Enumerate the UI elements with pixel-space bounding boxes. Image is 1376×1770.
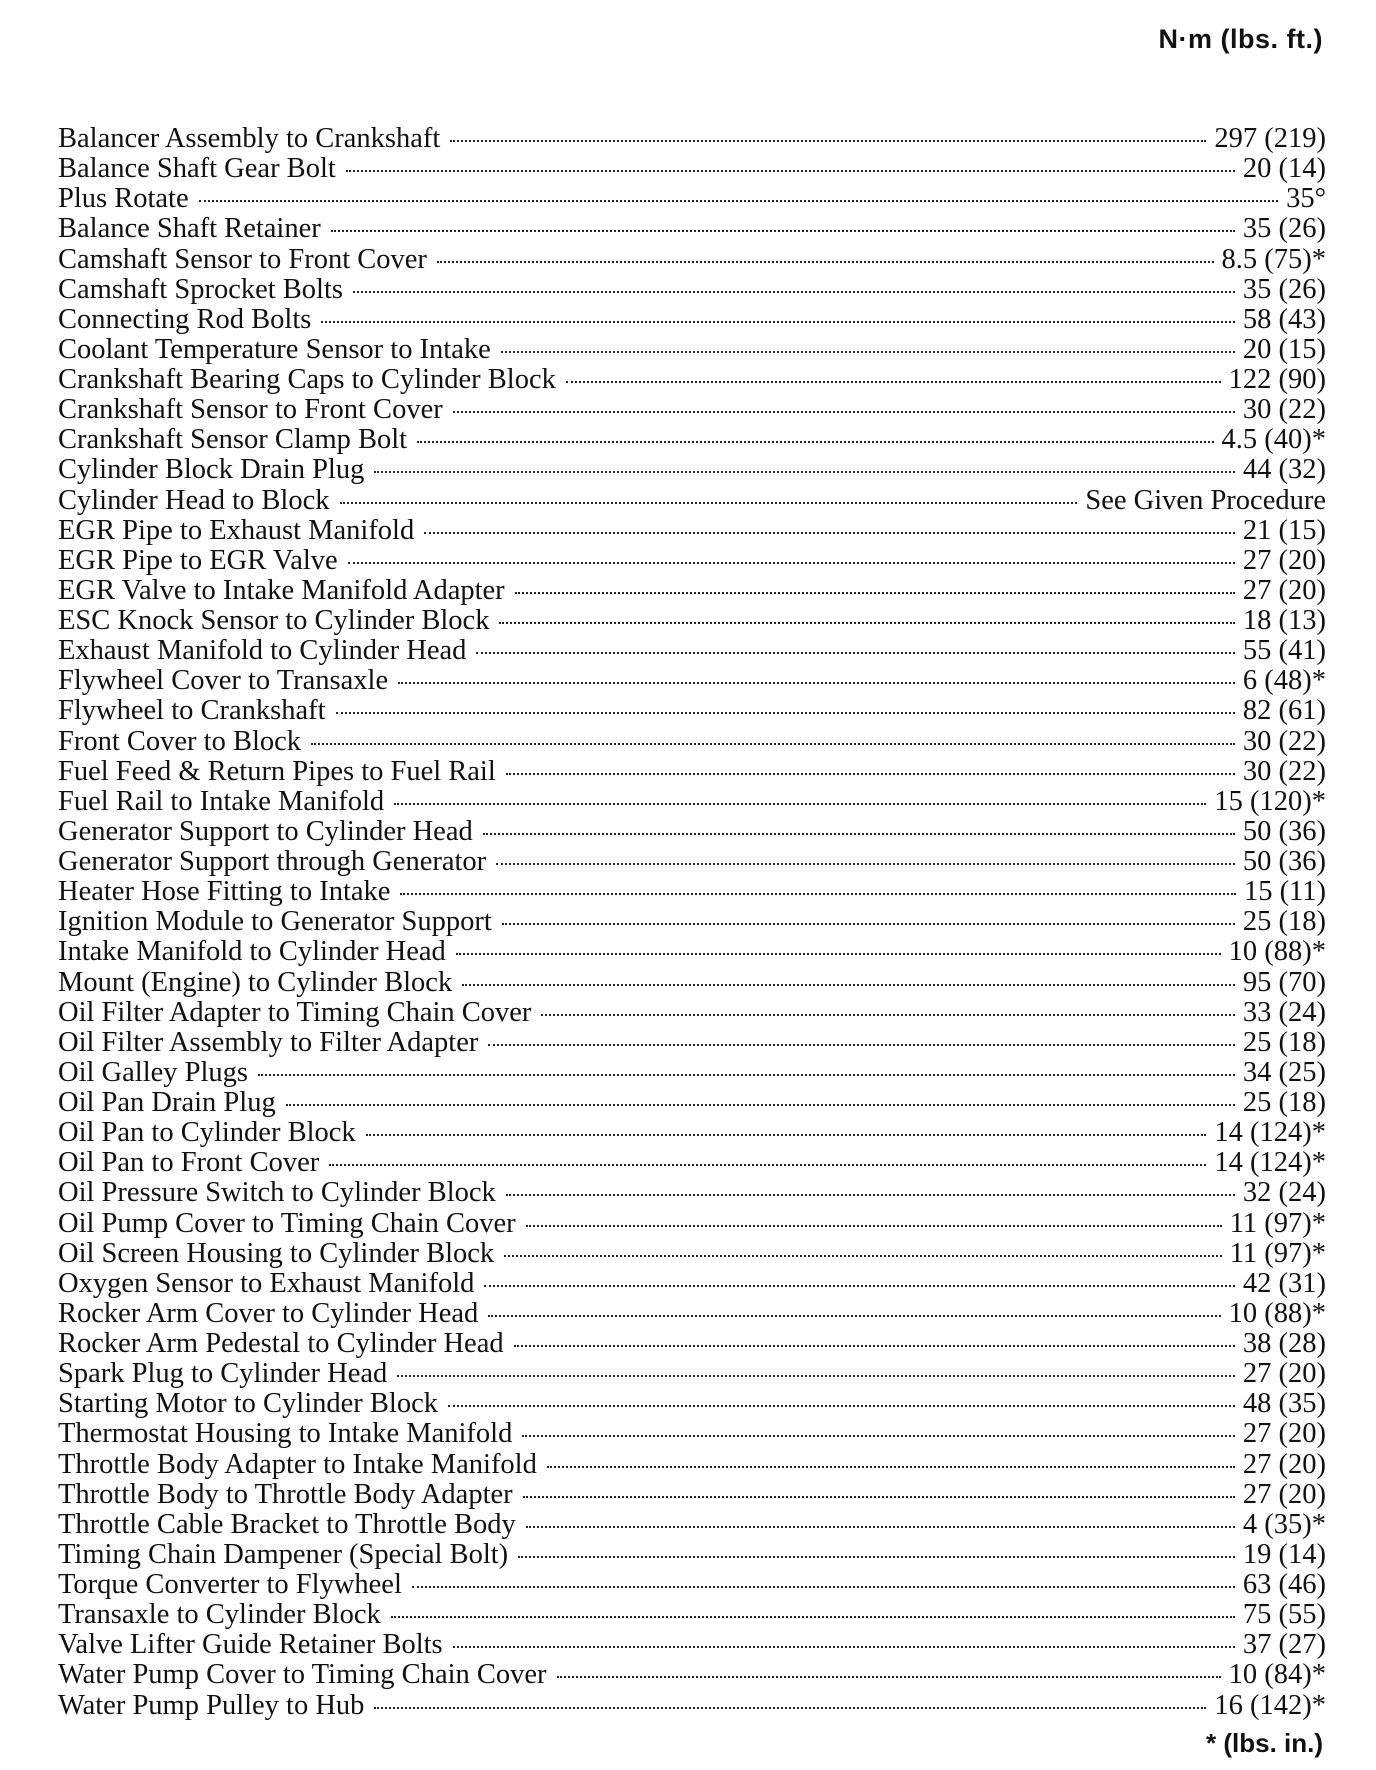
torque-value: 10 (84)* bbox=[1228, 1659, 1326, 1691]
torque-value: 8.5 (75)* bbox=[1221, 243, 1326, 275]
torque-value: 55 (41) bbox=[1242, 635, 1326, 667]
dot-leader bbox=[514, 1345, 1235, 1347]
dot-leader bbox=[412, 1586, 1235, 1588]
dot-leader bbox=[523, 1496, 1235, 1498]
fastener-label: EGR Pipe to Exhaust Manifold bbox=[58, 514, 415, 546]
dot-leader bbox=[522, 1435, 1235, 1437]
torque-value: 33 (24) bbox=[1242, 996, 1326, 1028]
dot-leader bbox=[391, 1616, 1235, 1618]
torque-value: 4.5 (40)* bbox=[1221, 424, 1326, 456]
table-row bbox=[58, 154, 1326, 184]
torque-value: 30 (22) bbox=[1242, 725, 1326, 757]
table-row bbox=[58, 636, 1326, 666]
table-row bbox=[58, 1209, 1326, 1239]
dot-leader bbox=[483, 833, 1235, 835]
fastener-label: Timing Chain Dampener (Special Bolt) bbox=[58, 1538, 509, 1570]
torque-value: 15 (11) bbox=[1243, 876, 1326, 908]
table-row bbox=[58, 757, 1326, 787]
dot-leader bbox=[336, 712, 1235, 714]
torque-value: 42 (31) bbox=[1242, 1267, 1326, 1299]
torque-value: 50 (36) bbox=[1242, 846, 1326, 877]
dot-leader bbox=[499, 622, 1234, 624]
dot-leader bbox=[541, 1014, 1234, 1016]
table-row bbox=[58, 787, 1326, 817]
table-row bbox=[58, 847, 1326, 877]
table-row bbox=[58, 727, 1326, 757]
fastener-label: Generator Support to Cylinder Head bbox=[58, 815, 473, 847]
fastener-label: Thermostat Housing to Intake Manifold bbox=[58, 1418, 513, 1450]
fastener-label: Water Pump Pulley to Hub bbox=[58, 1689, 365, 1721]
fastener-label: Plus Rotate bbox=[58, 183, 189, 215]
dot-leader bbox=[374, 471, 1235, 473]
fastener-label: Flywheel to Crankshaft bbox=[58, 695, 326, 727]
fastener-label: Rocker Arm Cover to Cylinder Head bbox=[58, 1297, 479, 1329]
dot-leader bbox=[518, 1556, 1235, 1558]
fastener-label: Valve Lifter Guide Retainer Bolts bbox=[58, 1629, 443, 1661]
torque-value: 27 (20) bbox=[1242, 574, 1326, 606]
dot-leader bbox=[398, 682, 1235, 684]
fastener-label: Oil Pan to Front Cover bbox=[58, 1147, 320, 1179]
fastener-label: Oil Pan to Cylinder Block bbox=[58, 1117, 356, 1149]
torque-value: 32 (24) bbox=[1242, 1177, 1326, 1209]
table-row bbox=[58, 1450, 1326, 1480]
torque-value: 50 (36) bbox=[1242, 815, 1326, 847]
table-row bbox=[58, 1028, 1326, 1058]
table-row bbox=[58, 425, 1326, 455]
table-row bbox=[58, 1540, 1326, 1570]
table-row bbox=[58, 1419, 1326, 1449]
torque-value: 35 (26) bbox=[1242, 213, 1326, 245]
torque-value: 95 (70) bbox=[1242, 966, 1326, 998]
dot-leader bbox=[496, 863, 1235, 865]
fastener-label: Mount (Engine) to Cylinder Block bbox=[58, 966, 453, 998]
table-row bbox=[58, 666, 1326, 696]
dot-leader bbox=[504, 1255, 1222, 1257]
dot-leader bbox=[397, 1375, 1235, 1377]
torque-value: 27 (20) bbox=[1242, 544, 1326, 576]
dot-leader bbox=[526, 1225, 1222, 1227]
table-row bbox=[58, 124, 1326, 154]
dot-leader bbox=[321, 321, 1235, 323]
fastener-label: Camshaft Sprocket Bolts bbox=[58, 273, 343, 305]
table-row bbox=[58, 1510, 1326, 1540]
torque-value: 21 (15) bbox=[1242, 514, 1326, 546]
table-row bbox=[58, 455, 1326, 485]
table-row bbox=[58, 877, 1326, 907]
table-row bbox=[58, 937, 1326, 967]
torque-value: 58 (43) bbox=[1242, 303, 1326, 335]
dot-leader bbox=[488, 1044, 1235, 1046]
dot-leader bbox=[346, 170, 1235, 172]
dot-leader bbox=[286, 1104, 1235, 1106]
dot-leader bbox=[476, 652, 1234, 654]
fastener-label: Spark Plug to Cylinder Head bbox=[58, 1358, 388, 1390]
table-row bbox=[58, 395, 1326, 425]
table-row bbox=[58, 1148, 1326, 1178]
table-row bbox=[58, 1299, 1326, 1329]
fastener-label: Oil Pan Drain Plug bbox=[58, 1087, 276, 1118]
unit-header: N·m (lbs. ft.) bbox=[1158, 24, 1323, 54]
table-row bbox=[58, 1118, 1326, 1148]
fastener-label: Crankshaft Sensor to Front Cover bbox=[58, 394, 443, 426]
table-row bbox=[58, 1570, 1326, 1600]
table-row bbox=[58, 184, 1326, 214]
torque-value: 10 (88)* bbox=[1228, 1297, 1326, 1329]
table-row bbox=[58, 1239, 1326, 1269]
dot-leader bbox=[417, 441, 1213, 443]
torque-value: 11 (97)* bbox=[1229, 1237, 1326, 1269]
table-row bbox=[58, 1630, 1326, 1660]
torque-value: 44 (32) bbox=[1242, 454, 1326, 486]
torque-value: 27 (20) bbox=[1242, 1448, 1326, 1480]
fastener-label: Water Pump Cover to Timing Chain Cover bbox=[58, 1659, 547, 1691]
fastener-label: Oil Screen Housing to Cylinder Block bbox=[58, 1237, 495, 1269]
table-row bbox=[58, 1329, 1326, 1359]
dot-leader bbox=[353, 291, 1235, 293]
table-row bbox=[58, 696, 1326, 726]
torque-value: 75 (55) bbox=[1242, 1599, 1326, 1631]
dot-leader bbox=[506, 1194, 1235, 1196]
dot-leader bbox=[448, 1405, 1235, 1407]
dot-leader bbox=[329, 1164, 1206, 1166]
torque-value: 11 (97)* bbox=[1229, 1207, 1326, 1239]
table-row bbox=[58, 907, 1326, 937]
table-row bbox=[58, 1359, 1326, 1389]
table-row bbox=[58, 817, 1326, 847]
table-row bbox=[58, 275, 1326, 305]
table-row bbox=[58, 968, 1326, 998]
torque-value: 19 (14) bbox=[1242, 1538, 1326, 1570]
fastener-label: Oil Pressure Switch to Cylinder Block bbox=[58, 1177, 496, 1209]
fastener-label: Balance Shaft Gear Bolt bbox=[58, 153, 336, 185]
dot-leader bbox=[456, 953, 1221, 955]
fastener-label: Rocker Arm Pedestal to Cylinder Head bbox=[58, 1328, 504, 1359]
fastener-label: Cylinder Block Drain Plug bbox=[58, 454, 365, 486]
fastener-label: Oil Filter Assembly to Filter Adapter bbox=[58, 1026, 479, 1058]
fastener-label: Throttle Body to Throttle Body Adapter bbox=[58, 1478, 513, 1510]
torque-value: 35 (26) bbox=[1242, 273, 1326, 305]
table-row bbox=[58, 1480, 1326, 1510]
dot-leader bbox=[526, 1526, 1235, 1528]
fastener-label: Camshaft Sensor to Front Cover bbox=[58, 243, 427, 275]
table-row bbox=[58, 606, 1326, 636]
table-row bbox=[58, 486, 1326, 516]
table-row bbox=[58, 305, 1326, 335]
dot-leader bbox=[501, 351, 1235, 353]
fastener-label: Front Cover to Block bbox=[58, 725, 302, 757]
torque-value: 37 (27) bbox=[1242, 1629, 1326, 1661]
fastener-label: Cylinder Head to Block bbox=[58, 484, 330, 516]
fastener-label: Coolant Temperature Sensor to Intake bbox=[58, 333, 491, 365]
torque-value: 4 (35)* bbox=[1242, 1508, 1326, 1540]
table-row bbox=[58, 1088, 1326, 1118]
fastener-label: EGR Valve to Intake Manifold Adapter bbox=[58, 574, 505, 606]
dot-leader bbox=[462, 984, 1235, 986]
dot-leader bbox=[502, 923, 1235, 925]
fastener-label: Fuel Feed & Return Pipes to Fuel Rail bbox=[58, 755, 496, 787]
dot-leader bbox=[199, 200, 1278, 202]
table-row bbox=[58, 576, 1326, 606]
table-row bbox=[58, 998, 1326, 1028]
fastener-label: Balance Shaft Retainer bbox=[58, 213, 321, 245]
dot-leader bbox=[374, 1707, 1206, 1709]
torque-value: 27 (20) bbox=[1242, 1358, 1326, 1390]
fastener-label: Heater Hose Fitting to Intake bbox=[58, 876, 391, 908]
fastener-label: Fuel Rail to Intake Manifold bbox=[58, 785, 385, 817]
dot-leader bbox=[437, 261, 1214, 263]
fastener-label: Throttle Cable Bracket to Throttle Body bbox=[58, 1508, 516, 1540]
torque-value: 122 (90) bbox=[1228, 364, 1326, 395]
dot-leader bbox=[424, 532, 1235, 534]
torque-value: 48 (35) bbox=[1242, 1388, 1326, 1420]
torque-value: 14 (124)* bbox=[1214, 1117, 1326, 1149]
torque-value: 82 (61) bbox=[1242, 695, 1326, 727]
table-row bbox=[58, 516, 1326, 546]
torque-value: 25 (18) bbox=[1242, 906, 1326, 938]
dot-leader bbox=[484, 1285, 1235, 1287]
torque-value: 27 (20) bbox=[1242, 1418, 1326, 1450]
dot-leader bbox=[348, 562, 1235, 564]
table-row bbox=[58, 245, 1326, 275]
torque-value: 15 (120)* bbox=[1214, 785, 1326, 817]
torque-value: 25 (18) bbox=[1242, 1087, 1326, 1118]
torque-value: 25 (18) bbox=[1242, 1026, 1326, 1058]
dot-leader bbox=[488, 1315, 1220, 1317]
torque-value: 20 (15) bbox=[1242, 333, 1326, 365]
fastener-label: Oxygen Sensor to Exhaust Manifold bbox=[58, 1267, 475, 1299]
torque-value: 63 (46) bbox=[1242, 1569, 1326, 1600]
dot-leader bbox=[394, 803, 1206, 805]
dot-leader bbox=[311, 743, 1235, 745]
dot-leader bbox=[258, 1074, 1235, 1076]
torque-value: 20 (14) bbox=[1242, 153, 1326, 185]
fastener-label: Throttle Body Adapter to Intake Manifold bbox=[58, 1448, 537, 1480]
fastener-label: Starting Motor to Cylinder Block bbox=[58, 1388, 438, 1420]
fastener-label: Torque Converter to Flywheel bbox=[58, 1569, 402, 1600]
fastener-label: Oil Filter Adapter to Timing Chain Cover bbox=[58, 996, 532, 1028]
dot-leader bbox=[453, 1646, 1235, 1648]
table-row bbox=[58, 546, 1326, 576]
table-row bbox=[58, 1178, 1326, 1208]
fastener-label: Balancer Assembly to Crankshaft bbox=[58, 123, 441, 154]
table-row bbox=[58, 1600, 1326, 1630]
table-row bbox=[58, 1058, 1326, 1088]
dot-leader bbox=[366, 1134, 1207, 1136]
fastener-label: Generator Support through Generator bbox=[58, 846, 487, 877]
fastener-label: Oil Pump Cover to Timing Chain Cover bbox=[58, 1207, 516, 1239]
dot-leader bbox=[557, 1676, 1221, 1678]
torque-value: 27 (20) bbox=[1242, 1478, 1326, 1510]
torque-value: 18 (13) bbox=[1242, 605, 1326, 636]
footnote-lbs-in: * (lbs. in.) bbox=[1206, 1728, 1323, 1758]
fastener-label: Flywheel Cover to Transaxle bbox=[58, 665, 389, 697]
table-row bbox=[58, 1389, 1326, 1419]
torque-value: 30 (22) bbox=[1242, 394, 1326, 426]
fastener-label: EGR Pipe to EGR Valve bbox=[58, 544, 338, 576]
fastener-label: Crankshaft Sensor Clamp Bolt bbox=[58, 424, 408, 456]
table-row bbox=[58, 1269, 1326, 1299]
torque-value: 30 (22) bbox=[1242, 755, 1326, 787]
torque-spec-table bbox=[58, 124, 1326, 1721]
fastener-label: ESC Knock Sensor to Cylinder Block bbox=[58, 605, 490, 636]
table-row bbox=[58, 365, 1326, 395]
torque-value: 34 (25) bbox=[1242, 1056, 1326, 1088]
fastener-label: Transaxle to Cylinder Block bbox=[58, 1599, 381, 1631]
torque-value: 38 (28) bbox=[1242, 1328, 1326, 1359]
fastener-label: Oil Galley Plugs bbox=[58, 1056, 248, 1088]
dot-leader bbox=[450, 140, 1206, 142]
torque-value: 297 (219) bbox=[1214, 123, 1326, 154]
dot-leader bbox=[547, 1466, 1235, 1468]
table-row bbox=[58, 1660, 1326, 1690]
dot-leader bbox=[400, 893, 1236, 895]
torque-value: 6 (48)* bbox=[1242, 665, 1326, 697]
fastener-label: Crankshaft Bearing Caps to Cylinder Block bbox=[58, 364, 556, 395]
torque-value: 14 (124)* bbox=[1214, 1147, 1326, 1179]
dot-leader bbox=[506, 773, 1235, 775]
fastener-label: Exhaust Manifold to Cylinder Head bbox=[58, 635, 467, 667]
fastener-label: Intake Manifold to Cylinder Head bbox=[58, 936, 446, 968]
torque-value: 16 (142)* bbox=[1214, 1689, 1326, 1721]
dot-leader bbox=[453, 411, 1235, 413]
torque-value: 10 (88)* bbox=[1228, 936, 1326, 968]
dot-leader bbox=[566, 381, 1221, 383]
torque-value: See Given Procedure bbox=[1085, 484, 1326, 516]
dot-leader bbox=[331, 230, 1235, 232]
fastener-label: Connecting Rod Bolts bbox=[58, 303, 312, 335]
fastener-label: Ignition Module to Generator Support bbox=[58, 906, 492, 938]
table-row bbox=[58, 1691, 1326, 1721]
table-row bbox=[58, 335, 1326, 365]
dot-leader bbox=[515, 592, 1235, 594]
dot-leader bbox=[340, 502, 1078, 504]
table-row bbox=[58, 214, 1326, 244]
torque-value: 35° bbox=[1286, 183, 1326, 215]
